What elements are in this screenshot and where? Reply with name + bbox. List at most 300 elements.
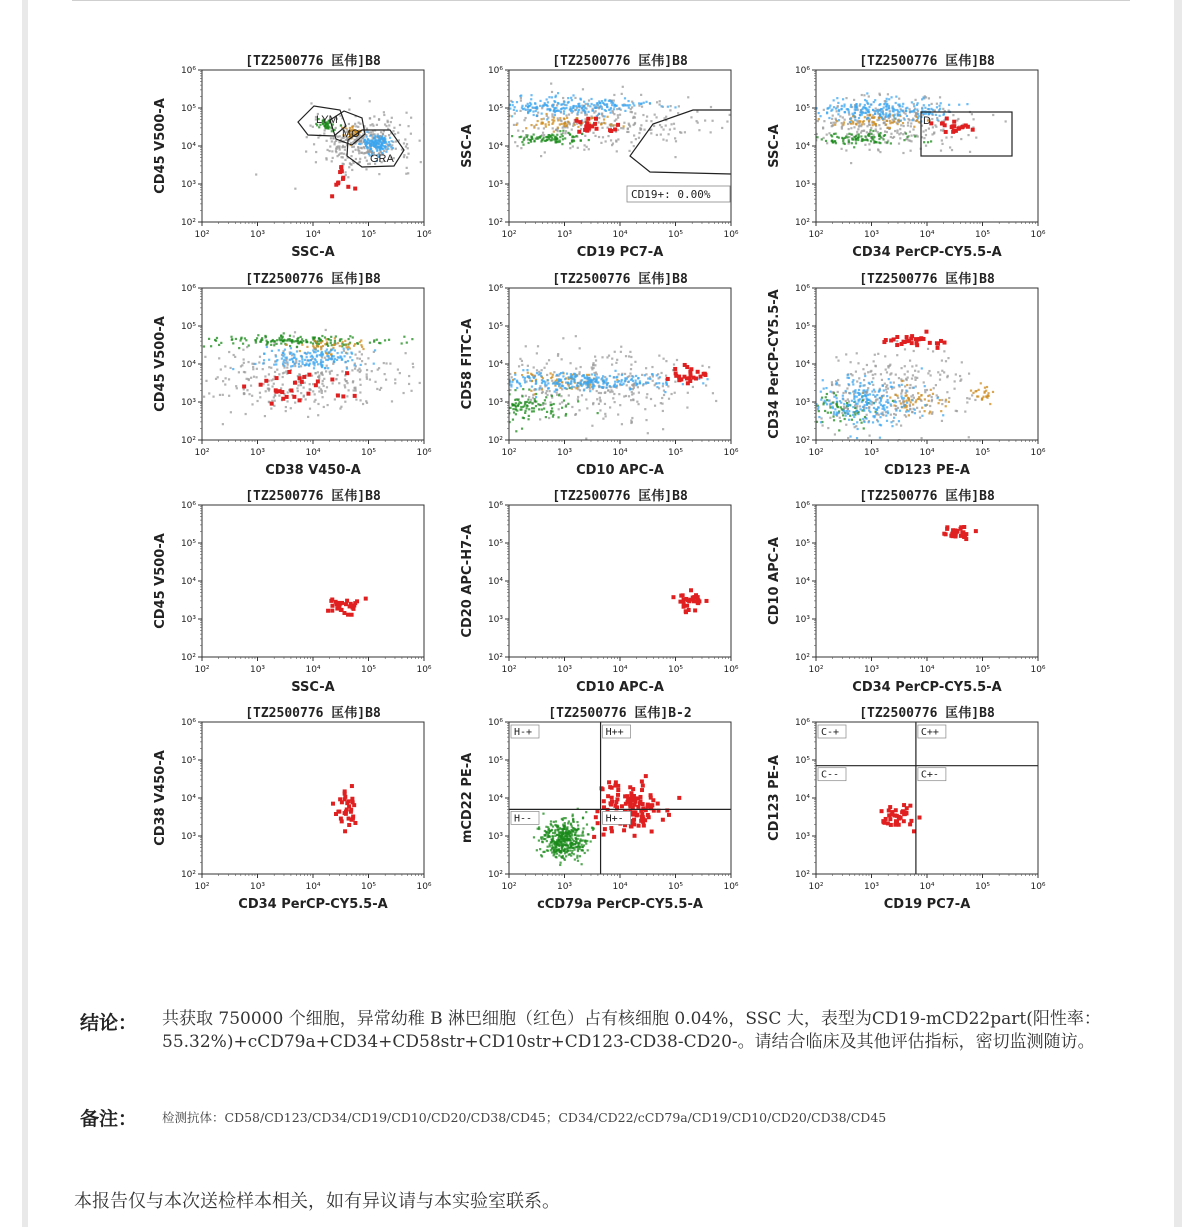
event-dot	[931, 118, 933, 120]
event-dot	[562, 833, 564, 835]
event-dot	[570, 823, 572, 825]
event-dot	[858, 120, 860, 122]
event-dot	[494, 130, 496, 132]
event-dot	[853, 126, 855, 128]
event-dot	[533, 140, 535, 142]
event-dot	[559, 383, 561, 385]
event-dot	[842, 398, 844, 400]
event-dot	[663, 394, 665, 396]
event-dot	[632, 388, 634, 390]
event-dot	[577, 105, 579, 107]
event-dot	[822, 403, 824, 405]
event-dot	[531, 138, 533, 140]
event-dot	[563, 828, 565, 830]
event-dot	[615, 362, 617, 364]
event-dot	[583, 389, 585, 391]
event-dot	[571, 108, 573, 110]
event-dot	[927, 395, 929, 397]
event-dot	[230, 411, 232, 413]
event-dot	[872, 114, 874, 116]
event-dot	[553, 117, 555, 119]
event-dot	[535, 405, 537, 407]
event-dot	[874, 396, 876, 398]
event-dot	[585, 811, 587, 813]
event-dot	[669, 109, 671, 111]
event-dot	[609, 129, 613, 133]
event-dot	[629, 824, 633, 828]
event-dot	[255, 173, 257, 175]
event-dot	[266, 346, 268, 348]
event-dot	[369, 135, 371, 137]
event-dot	[514, 399, 516, 401]
event-dot	[928, 104, 930, 106]
event-dot	[832, 415, 834, 417]
event-dot	[898, 420, 900, 422]
event-dot	[321, 383, 323, 385]
event-dot	[537, 403, 539, 405]
event-dot	[969, 398, 971, 400]
event-dot	[900, 132, 902, 134]
event-dot	[246, 378, 248, 380]
event-dot	[624, 97, 626, 99]
event-dot	[893, 404, 895, 406]
event-dot	[886, 98, 888, 100]
event-dot	[582, 827, 584, 829]
event-dot	[317, 376, 319, 378]
event-dot	[385, 141, 387, 143]
event-dot	[343, 792, 347, 796]
event-dot	[283, 359, 285, 361]
event-dot	[357, 147, 359, 149]
event-dot	[917, 370, 919, 372]
event-dot	[369, 117, 371, 119]
event-dot	[567, 121, 569, 123]
event-dot	[565, 382, 567, 384]
event-dot	[327, 404, 329, 406]
event-dot	[610, 123, 612, 125]
event-dot	[335, 150, 337, 152]
event-dot	[559, 831, 561, 833]
event-dot	[846, 387, 848, 389]
event-dot	[613, 127, 617, 131]
event-dot	[649, 102, 651, 104]
event-dot	[334, 183, 338, 187]
plot-title: [TZ2500776 匡伟]B8	[552, 489, 688, 504]
event-dot	[252, 368, 254, 370]
event-dot	[941, 420, 943, 422]
event-dot	[334, 141, 336, 143]
event-dot	[516, 387, 518, 389]
event-dot	[259, 396, 261, 398]
event-dot	[923, 410, 925, 412]
plot-title: [TZ2500776 匡伟]B8	[552, 54, 688, 69]
event-dot	[520, 385, 522, 387]
event-dot	[335, 127, 337, 129]
event-dot	[408, 375, 410, 377]
x-tick-label: 10²	[501, 230, 517, 240]
event-dot	[354, 123, 356, 125]
event-dot	[687, 599, 691, 603]
event-dot	[342, 145, 344, 147]
event-dot	[867, 117, 869, 119]
event-dot	[847, 374, 849, 376]
event-dot	[555, 820, 557, 822]
event-dot	[666, 384, 668, 386]
event-dot	[954, 380, 956, 382]
event-dot	[631, 106, 633, 108]
event-dot	[376, 388, 378, 390]
event-dot	[974, 529, 978, 533]
event-dot	[336, 359, 338, 361]
event-dot	[381, 138, 383, 140]
event-dot	[540, 155, 542, 157]
event-dot	[529, 379, 531, 381]
event-dot	[599, 385, 601, 387]
event-dot	[594, 364, 596, 366]
event-dot	[905, 389, 907, 391]
event-dot	[944, 130, 948, 134]
event-dot	[638, 137, 640, 139]
event-dot	[289, 345, 291, 347]
x-tick-label: 10³	[249, 882, 266, 892]
event-dot	[878, 135, 880, 137]
event-dot	[521, 374, 523, 376]
event-dot	[674, 137, 676, 139]
event-dot	[536, 115, 538, 117]
event-dot	[587, 124, 591, 128]
event-dot	[886, 406, 888, 408]
event-dot	[881, 395, 883, 397]
event-dot	[551, 96, 553, 98]
event-dot	[550, 849, 552, 851]
event-dot	[888, 378, 890, 380]
event-dot	[951, 136, 953, 138]
event-dot	[884, 338, 888, 342]
event-dot	[419, 382, 421, 384]
event-dot	[594, 110, 596, 112]
gate-label: LYM	[316, 114, 338, 126]
event-dot	[593, 122, 597, 126]
event-dot	[871, 403, 873, 405]
event-dot	[584, 135, 586, 137]
event-dot	[829, 417, 831, 419]
event-dot	[941, 139, 943, 141]
event-dot	[845, 390, 847, 392]
event-dot	[256, 400, 258, 402]
event-dot	[271, 385, 273, 387]
event-dot	[330, 597, 334, 601]
event-dot	[352, 380, 354, 382]
plot-events	[671, 588, 708, 614]
event-dot	[972, 392, 974, 394]
event-dot	[495, 132, 497, 134]
event-dot	[838, 119, 840, 121]
event-dot	[529, 139, 531, 141]
event-dot	[631, 378, 633, 380]
event-dot	[843, 403, 845, 405]
event-dot	[362, 403, 364, 405]
event-dot	[274, 400, 276, 402]
event-dot	[632, 376, 634, 378]
event-dot	[894, 130, 896, 132]
event-dot	[346, 395, 348, 397]
event-dot	[365, 145, 367, 147]
event-dot	[530, 373, 532, 375]
y-tick-label: 10⁶	[794, 66, 810, 76]
event-dot	[586, 407, 588, 409]
event-dot	[565, 387, 567, 389]
event-dot	[928, 97, 930, 99]
event-dot	[546, 390, 548, 392]
event-dot	[516, 101, 518, 103]
event-dot	[637, 824, 641, 828]
event-dot	[379, 389, 381, 391]
event-dot	[831, 118, 833, 120]
event-dot	[874, 391, 876, 393]
event-dot	[885, 116, 887, 118]
event-dot	[522, 369, 524, 371]
event-dot	[350, 784, 354, 788]
event-dot	[642, 114, 644, 116]
event-dot	[533, 366, 535, 368]
event-dot	[921, 415, 923, 417]
x-tick-label: 10²	[194, 665, 210, 675]
event-dot	[352, 151, 354, 153]
event-dot	[886, 395, 888, 397]
event-dot	[555, 95, 557, 97]
event-dot	[594, 374, 596, 376]
event-dot	[835, 142, 837, 144]
event-dot	[613, 100, 615, 102]
event-dot	[595, 371, 597, 373]
event-dot	[549, 372, 551, 374]
event-dot	[872, 394, 874, 396]
event-dot	[542, 377, 544, 379]
event-dot	[841, 412, 843, 414]
event-dot	[665, 116, 667, 118]
event-dot	[617, 413, 619, 415]
event-dot	[826, 112, 828, 114]
event-dot	[549, 401, 551, 403]
event-dot	[931, 113, 933, 115]
event-dot	[851, 142, 853, 144]
event-dot	[644, 374, 646, 376]
event-dot	[636, 401, 638, 403]
event-dot	[285, 344, 287, 346]
event-dot	[544, 403, 546, 405]
event-dot	[891, 386, 893, 388]
event-dot	[906, 402, 908, 404]
event-dot	[935, 114, 937, 116]
event-dot	[896, 423, 898, 425]
event-dot	[539, 387, 541, 389]
event-dot	[899, 128, 901, 130]
event-dot	[605, 379, 607, 381]
event-dot	[391, 140, 393, 142]
event-dot	[347, 360, 349, 362]
event-dot	[316, 341, 318, 343]
event-dot	[268, 388, 270, 390]
event-dot	[645, 419, 647, 421]
event-dot	[969, 151, 971, 153]
event-dot	[804, 101, 806, 103]
event-dot	[331, 348, 333, 350]
event-dot	[654, 405, 656, 407]
event-dot	[590, 103, 592, 105]
event-dot	[354, 149, 356, 151]
event-dot	[868, 421, 870, 423]
y-tick-label: 10³	[180, 832, 196, 842]
event-dot	[903, 397, 905, 399]
event-dot	[337, 342, 339, 344]
event-dot	[635, 138, 637, 140]
event-dot	[886, 391, 888, 393]
event-dot	[359, 358, 361, 360]
y-tick-label: 10⁴	[794, 360, 810, 370]
event-dot	[873, 116, 875, 118]
event-dot	[346, 352, 348, 354]
event-dot	[259, 383, 263, 387]
x-axis-label: CD10 APC-A	[576, 463, 664, 478]
y-tick-label: 10⁵	[180, 756, 196, 766]
event-dot	[503, 98, 505, 100]
event-dot	[971, 394, 973, 396]
event-dot	[656, 386, 658, 388]
event-dot	[928, 341, 932, 345]
event-dot	[835, 356, 837, 358]
event-dot	[552, 121, 554, 123]
event-dot	[504, 377, 506, 379]
event-dot	[264, 375, 266, 377]
event-dot	[966, 397, 968, 399]
event-dot	[222, 380, 224, 382]
event-dot	[944, 532, 948, 536]
event-dot	[874, 354, 876, 356]
event-dot	[566, 123, 568, 125]
event-dot	[913, 103, 915, 105]
event-dot	[376, 339, 378, 341]
event-dot	[566, 851, 568, 853]
event-dot	[670, 393, 672, 395]
event-dot	[929, 405, 931, 407]
event-dot	[909, 405, 911, 407]
event-dot	[592, 362, 594, 364]
event-dot	[889, 396, 891, 398]
event-dot	[877, 111, 879, 113]
event-dot	[854, 400, 856, 402]
event-dot	[909, 360, 911, 362]
event-dot	[959, 375, 961, 377]
event-dot	[900, 124, 902, 126]
event-dot	[531, 385, 533, 387]
x-tick-label: 10⁵	[974, 665, 991, 675]
event-dot	[541, 382, 543, 384]
event-dot	[346, 380, 348, 382]
event-dot	[631, 393, 633, 395]
event-dot	[609, 375, 611, 377]
event-dot	[868, 106, 870, 108]
event-dot	[586, 840, 588, 842]
event-dot	[318, 390, 320, 392]
event-dot	[901, 384, 903, 386]
event-dot	[354, 368, 356, 370]
event-dot	[686, 406, 688, 408]
event-dot	[858, 117, 860, 119]
event-dot	[493, 393, 495, 395]
event-dot	[299, 350, 301, 352]
event-dot	[635, 375, 637, 377]
event-dot	[577, 860, 579, 862]
event-dot	[633, 834, 637, 838]
plot-frame	[509, 288, 731, 440]
event-dot	[577, 398, 579, 400]
event-dot	[339, 608, 343, 612]
event-dot	[323, 132, 325, 134]
event-dot	[826, 393, 828, 395]
plot-frame	[816, 505, 1038, 657]
event-dot	[883, 103, 885, 105]
event-dot	[301, 361, 303, 363]
event-dot	[612, 124, 614, 126]
event-dot	[861, 94, 863, 96]
event-dot	[628, 395, 630, 397]
event-dot	[280, 387, 282, 389]
event-dot	[571, 815, 573, 817]
event-dot	[856, 410, 858, 412]
event-dot	[939, 399, 941, 401]
event-dot	[579, 347, 581, 349]
event-dot	[511, 381, 513, 383]
event-dot	[922, 130, 924, 132]
event-dot	[943, 371, 945, 373]
event-dot	[890, 142, 892, 144]
event-dot	[536, 369, 538, 371]
event-dot	[856, 380, 858, 382]
event-dot	[848, 133, 850, 135]
event-dot	[334, 358, 336, 360]
event-dot	[346, 382, 348, 384]
event-dot	[614, 383, 616, 385]
event-dot	[863, 389, 865, 391]
event-dot	[342, 341, 344, 343]
event-dot	[535, 396, 537, 398]
event-dot	[625, 395, 627, 397]
event-dot	[547, 382, 549, 384]
event-dot	[581, 844, 583, 846]
x-tick-label: 10⁶	[416, 230, 432, 240]
x-tick-label: 10²	[501, 448, 517, 458]
event-dot	[312, 390, 314, 392]
event-dot	[254, 363, 256, 365]
event-dot	[801, 408, 803, 410]
event-dot	[329, 371, 331, 373]
event-dot	[316, 344, 318, 346]
event-dot	[866, 92, 868, 94]
event-dot	[616, 108, 618, 110]
event-dot	[880, 398, 882, 400]
event-dot	[989, 403, 991, 405]
y-tick-label: 10³	[180, 615, 196, 625]
event-dot	[315, 161, 317, 163]
event-dot	[976, 395, 978, 397]
event-dot	[618, 373, 620, 375]
event-dot	[646, 396, 648, 398]
event-dot	[855, 371, 857, 373]
plot-title: [TZ2500776 匡伟]B8	[245, 272, 381, 287]
event-dot	[830, 110, 832, 112]
event-dot	[519, 383, 521, 385]
event-dot	[875, 399, 877, 401]
